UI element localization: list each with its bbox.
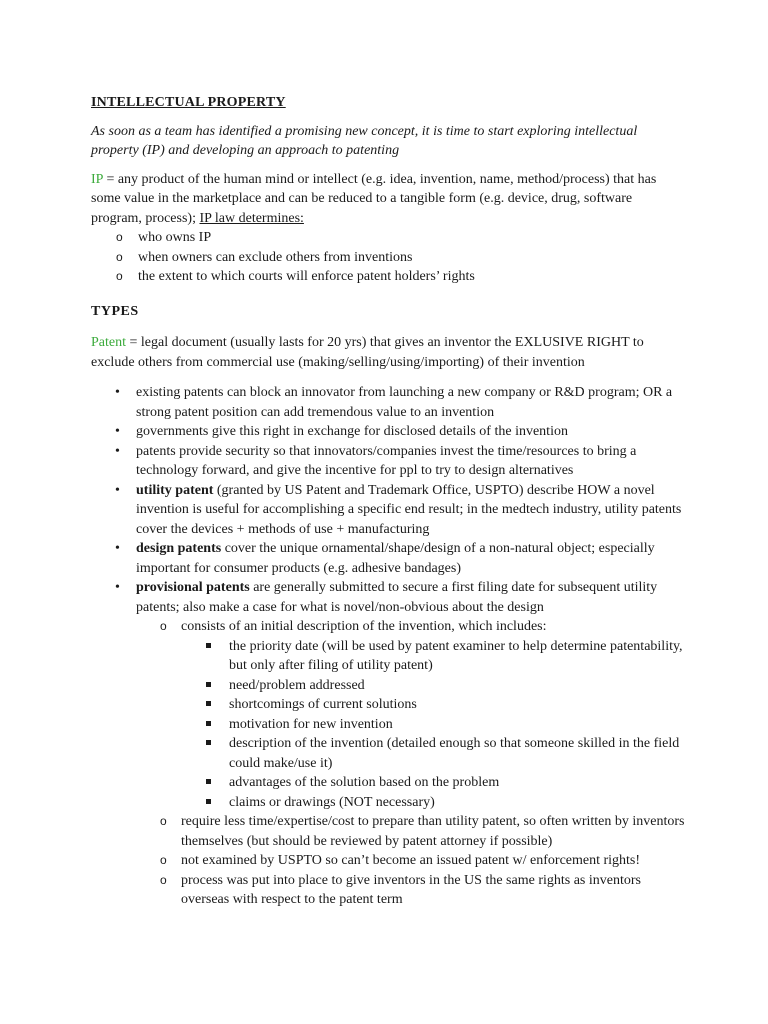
patent-definition: [91, 333, 685, 372]
list-item: [91, 539, 685, 578]
patent-definition-text: = legal document (usually lasts for 20 yrs) that gives an inventor the EXLUSIVE RIGHT to exclude others from commercial use (making/selling/using/importing) of their invention: [91, 335, 644, 370]
includes-list: [181, 637, 685, 813]
bullet-text: existing patents can block an innovator from launching a new company or R&D program; OR a strong patent position can add tremendous value to an invention: [136, 385, 673, 420]
bullet-bold: provisional patents: [136, 580, 250, 595]
list-item: o when owners can exclude others from inventions: [91, 248, 685, 268]
bullet-text: are generally submitted to secure a first filing date for subsequent utility patents; also make a case for what is novel/non-obvious about the design: [136, 580, 658, 615]
types-heading: TYPES: [91, 303, 139, 319]
ip-definition-text: = any product of the human mind or intellect (e.g. idea, invention, name, method/process) that has some value in the marketplace and can be reduced to a tangible form (e.g. device, drug, software program, process);: [91, 171, 657, 226]
list-item: the priority date (will be used by patent examiner to help determine patentability, but only after filing of utility patent): [181, 637, 685, 676]
intro-paragraph: As soon as a team has identified a promising new concept, it is time to start exploring intellectual property (IP) and developing an approach to patenting: [91, 123, 638, 158]
list-item: motivation for new invention: [181, 715, 685, 735]
list-item: o not examined by USPTO so can’t become an issued patent w/ enforcement rights!: [136, 851, 685, 871]
bullet-bold: design patents: [136, 541, 222, 556]
patent-term: Patent: [91, 335, 126, 350]
list-item: description of the invention (detailed enough so that someone skilled in the field could make/use it): [181, 734, 685, 773]
list-item: [91, 578, 685, 910]
list-item: o who owns IP: [91, 228, 685, 248]
list-item: [136, 617, 685, 812]
page-title: INTELLECTUAL PROPERTY: [91, 95, 286, 110]
ip-law-list: [91, 228, 685, 287]
list-item: [91, 442, 685, 481]
list-item: need/problem addressed: [181, 676, 685, 696]
list-item: [91, 481, 685, 540]
list-item: o the extent to which courts will enforce patent holders’ rights: [91, 267, 685, 287]
provisional-sublist: [136, 617, 685, 910]
sub-item-text: consists of an initial description of the invention, which includes:: [181, 619, 547, 634]
bullet-text: governments give this right in exchange for disclosed details of the invention: [136, 424, 568, 439]
patent-bullets: [91, 383, 685, 910]
list-item: shortcomings of current solutions: [181, 695, 685, 715]
ip-term: IP: [91, 171, 103, 187]
list-item: o process was put into place to give inventors in the US the same rights as inventors overseas with respect to the patent term: [136, 871, 685, 910]
document-body: [91, 93, 685, 910]
bullet-text: cover the unique ornamental/shape/design of a non-natural object; especially important for consumer products (e.g. adhesive bandages): [136, 541, 655, 576]
bullet-text: (granted by US Patent and Trademark Office, USPTO) describe HOW a novel invention is useful for accomplishing a specific end result; in the medtech industry, utility patents cover the devices + methods of use + manufacturing: [136, 482, 682, 537]
ip-law-label: IP law determines:: [199, 210, 304, 226]
list-item: claims or drawings (NOT necessary): [181, 793, 685, 813]
bullet-text: patents provide security so that innovators/companies invest the time/resources to bring a technology forward, and give the incentive for ppl to try to design alternatives: [136, 443, 637, 478]
list-item: [91, 383, 685, 422]
bullet-bold: utility patent: [136, 482, 214, 498]
list-item: advantages of the solution based on the problem: [181, 773, 685, 793]
ip-definition: [91, 170, 685, 229]
list-item: [91, 422, 685, 442]
list-item: o require less time/expertise/cost to prepare than utility patent, so often written by inventors themselves (but should be reviewed by patent attorney if possible): [136, 812, 685, 851]
